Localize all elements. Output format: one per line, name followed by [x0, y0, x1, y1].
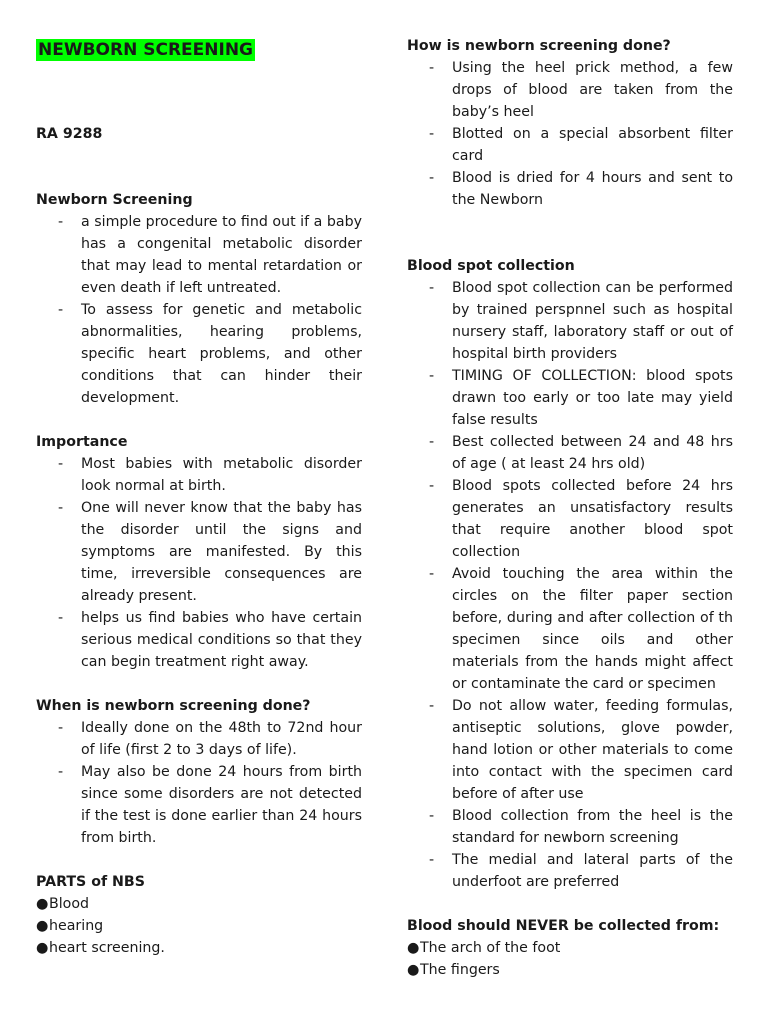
section-never-collected — [407, 915, 733, 981]
bullet-dot-icon: ● — [407, 940, 420, 956]
section-heading: PARTS of NBS — [36, 874, 145, 890]
left-column — [36, 0, 362, 959]
list-item: - May also be done 24 hours from birth since some disorders are not detected if the test is done earlier than 24 hours from birth. — [36, 761, 362, 849]
bullet-item: ●The fingers — [407, 959, 733, 981]
bullet-dot-icon: ● — [36, 896, 49, 912]
list-item: - Avoid touching the area within the circles on the filter paper section before, during and after collection of th specimen since oils and other materials from the hands might affect or contaminate the card or specimen — [407, 563, 733, 695]
section-heading: Blood should NEVER be collected from: — [407, 918, 720, 934]
list-item: - Most babies with metabolic disorder look normal at birth. — [36, 453, 362, 497]
list-item: - One will never know that the baby has the disorder until the signs and symptoms are manifested. By this time, irreversible consequences are already present. — [36, 497, 362, 607]
list-item: - TIMING OF COLLECTION: blood spots drawn too early or too late may yield false results — [407, 365, 733, 431]
section-blood-spot-collection — [407, 255, 733, 893]
list-item: - Best collected between 24 and 48 hrs of age ( at least 24 hrs old) — [407, 431, 733, 475]
list-item: - a simple procedure to find out if a baby has a congenital metabolic disorder that may lead to mental retardation or even death if left untreated. — [36, 211, 362, 299]
section-heading: How is newborn screening done? — [407, 38, 671, 54]
list-item: - Blood collection from the heel is the standard for newborn screening — [407, 805, 733, 849]
right-column — [407, 0, 733, 981]
list-item: - Blotted on a special absorbent filter card — [407, 123, 733, 167]
list-item: - Blood spot collection can be performed by trained perspnnel such as hospital nursery staff, laboratory staff or out of hospital birth providers — [407, 277, 733, 365]
page-title: NEWBORN SCREENING — [38, 40, 254, 60]
dash-list — [36, 453, 362, 673]
ra-number: RA 9288 — [36, 126, 103, 142]
section-newborn-screening — [36, 189, 362, 409]
section-parts — [36, 871, 362, 959]
list-item: - Blood is dried for 4 hours and sent to the Newborn — [407, 167, 733, 211]
section-heading: Importance — [36, 434, 128, 450]
bullet-dot-icon: ● — [36, 918, 49, 934]
section-heading: Blood spot collection — [407, 258, 575, 274]
bullet-item: ●Blood — [36, 893, 362, 915]
list-item: - Do not allow water, feeding formulas, antiseptic solutions, glove powder, hand lotion or other materials to come into contact with the specimen card before of after use — [407, 695, 733, 805]
list-item: - Ideally done on the 48th to 72nd hour of life (first 2 to 3 days of life). — [36, 717, 362, 761]
bullet-item: ●The arch of the foot — [407, 937, 733, 959]
list-item: - Blood spots collected before 24 hrs generates an unsatisfactory results that require another blood spot collection — [407, 475, 733, 563]
section-importance — [36, 431, 362, 673]
bullet-item: ●heart screening. — [36, 937, 362, 959]
bullet-item: ●hearing — [36, 915, 362, 937]
dash-list — [36, 717, 362, 849]
dash-list — [36, 211, 362, 409]
section-heading: Newborn Screening — [36, 192, 193, 208]
list-item: - To assess for genetic and metabolic abnormalities, hearing problems, specific heart problems, and other conditions that can hinder their development. — [36, 299, 362, 409]
bullet-dot-icon: ● — [36, 940, 49, 956]
section-how — [407, 35, 733, 211]
section-when — [36, 695, 362, 849]
section-heading: When is newborn screening done? — [36, 698, 311, 714]
bullet-dot-icon: ● — [407, 962, 420, 978]
list-item: - helps us find babies who have certain serious medical conditions so that they can begin treatment right away. — [36, 607, 362, 673]
list-item: - Using the heel prick method, a few drops of blood are taken from the baby’s heel — [407, 57, 733, 123]
dash-list — [407, 277, 733, 893]
list-item: - The medial and lateral parts of the underfoot are preferred — [407, 849, 733, 893]
dash-list — [407, 57, 733, 211]
